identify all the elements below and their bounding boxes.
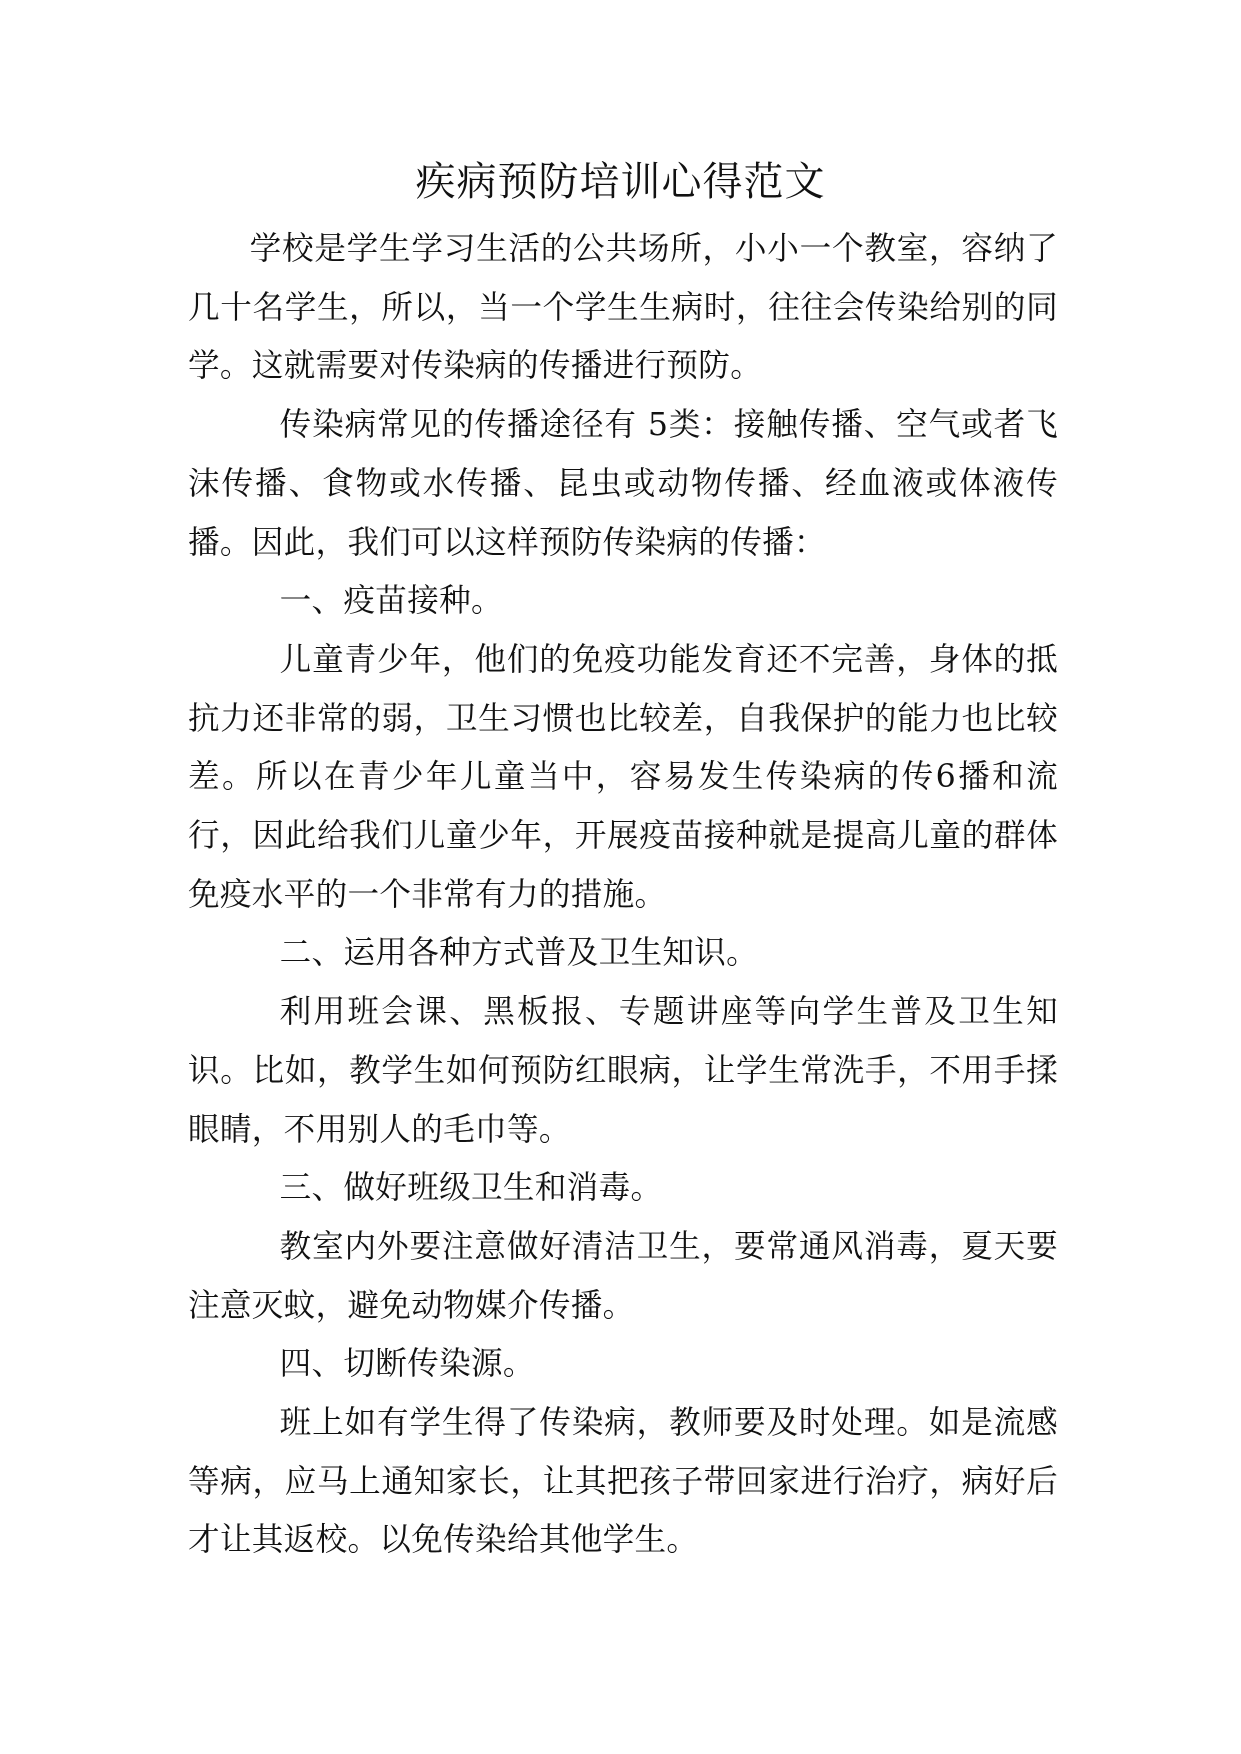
heading-class-hygiene: 三、做好班级卫生和消毒。 [279,1170,663,1207]
heading-hygiene-knowledge: 二、运用各种方式普及卫生知识。 [279,935,759,972]
paragraph-transmission: 传染病常见的传播途径有 5类：接触传播、空气或者飞沫传播、食物或水传播、昆虫或动物传播、经血液或体液传播。因此，我们可以这样预防传染病的传播： [188,407,1058,561]
paragraph-hygiene-knowledge: 利用班会课、黑板报、专题讲座等向学生普及卫生知识。比如，教学生如何预防红眼病，让学生常洗手，不用手揉眼睛，不用别人的毛巾等。 [188,994,1058,1148]
paragraph-vaccination: 儿童青少年，他们的免疫功能发育还不完善，身体的抵抗力还非常的弱，卫生习惯也比较差，自我保护的能力也比较差。所以在青少年儿童当中，容易发生传染病的传6播和流行，因此给我们儿童少年，开展疫苗接种就是提高儿童的群体免疫水平的一个非常有力的措施。 [188,641,1058,913]
document-body [188,220,1058,1570]
paragraph-cut-source: 班上如有学生得了传染病，教师要及时处理。如是流感等病，应马上通知家长，让其把孩子带回家进行治疗，病好后才让其返校。以免传染给其他学生。 [188,1405,1058,1559]
paragraph-intro: 学校是学生学习生活的公共场所，小小一个教室，容纳了几十名学生，所以，当一个学生生病时，往往会传染给别的同学。这就需要对传染病的传播进行预防。 [188,231,1058,385]
paragraph-class-hygiene: 教室内外要注意做好清洁卫生，要常通风消毒，夏天要注意灭蚊，避免动物媒介传播。 [188,1228,1058,1324]
heading-cut-source: 四、切断传染源。 [279,1346,535,1383]
heading-vaccination: 一、疫苗接种。 [279,583,503,620]
document-title: 疾病预防培训心得范文 [415,159,826,205]
